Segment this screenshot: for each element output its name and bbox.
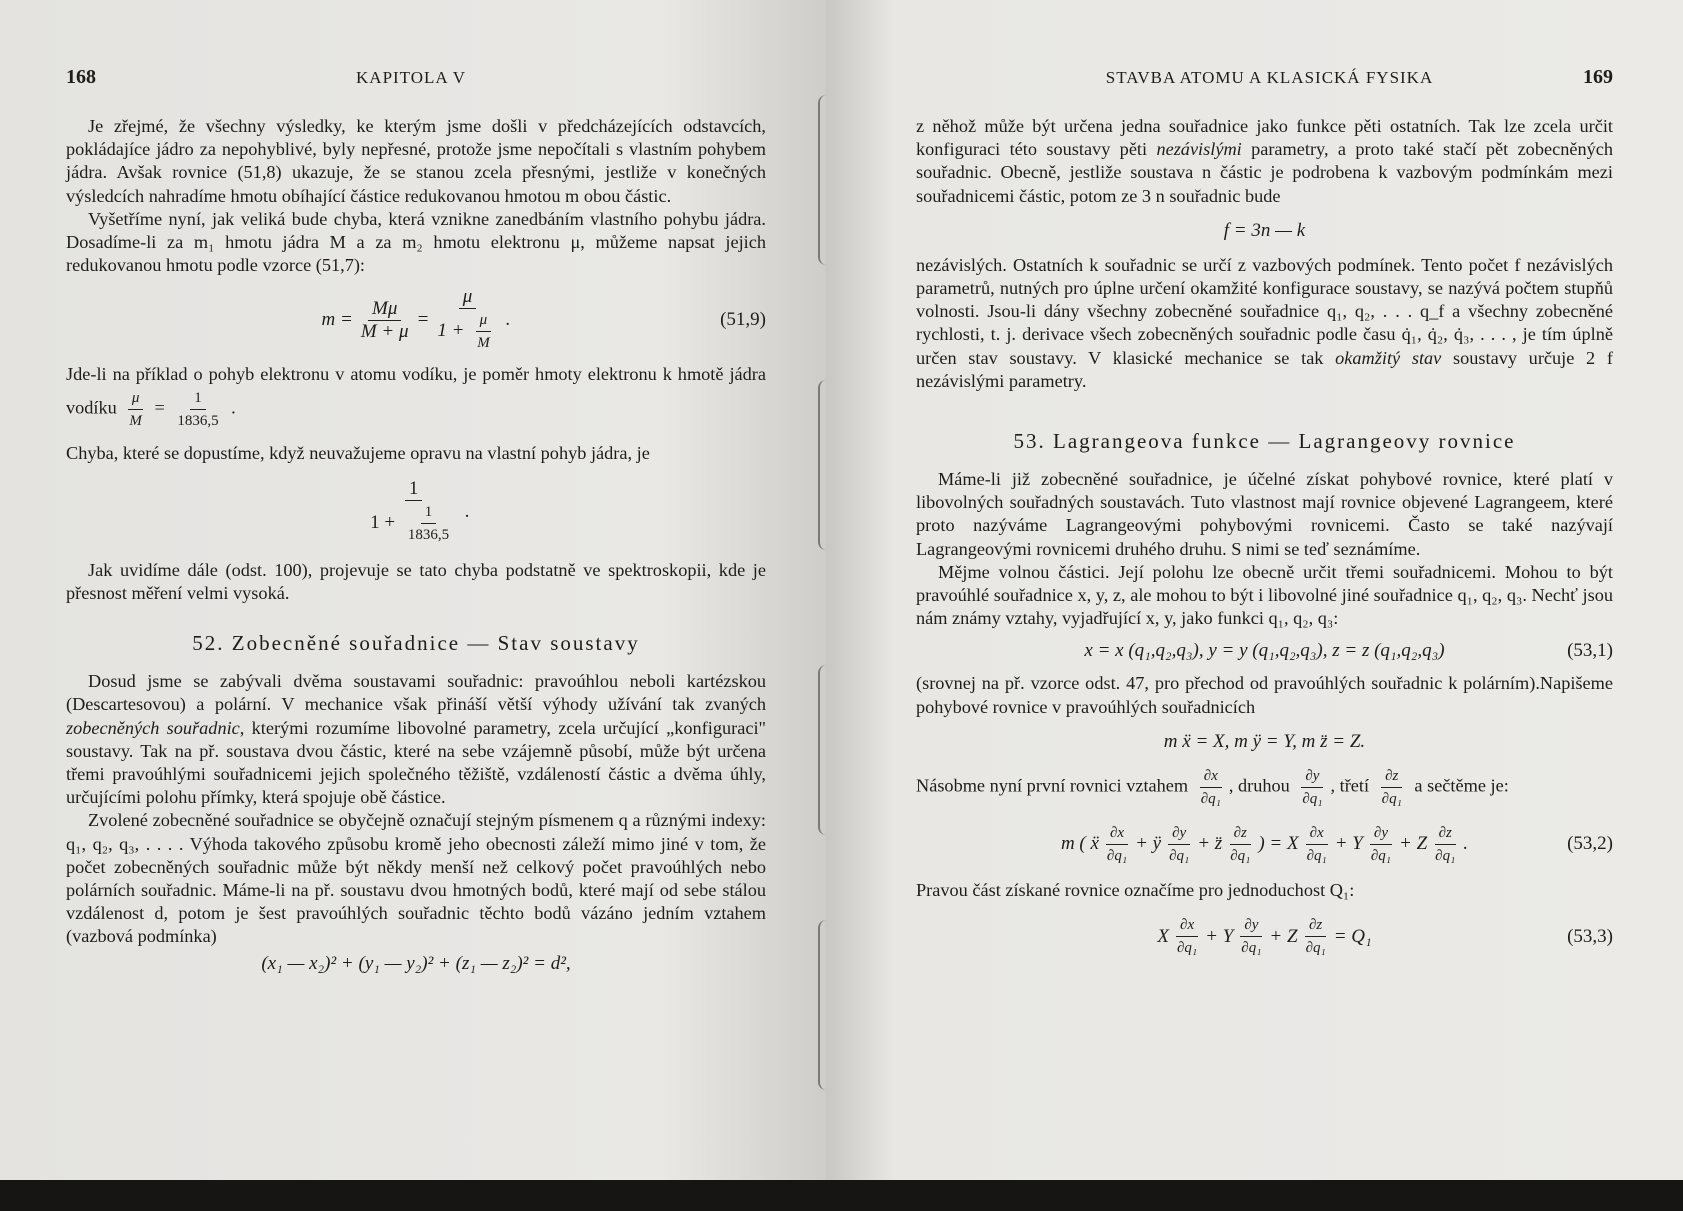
- eq-period: .: [465, 500, 470, 522]
- left-page-number: 168: [66, 66, 96, 88]
- emphasis: nezávislými: [1156, 139, 1242, 160]
- fraction-denominator: 1836,5: [177, 412, 219, 429]
- eq-equals: =: [416, 309, 430, 331]
- bond-equation: (x₁ — x₂)² + (y₁ — y₂)² + (z₁ — z₂)² = d²,: [261, 952, 571, 974]
- left-paragraph-3: [66, 363, 766, 431]
- fraction-numerator: Mμ: [368, 298, 401, 321]
- fraction-numerator: ∂z: [1305, 914, 1326, 937]
- right-chapter-title: STAVBA ATOMU A KLASICKÁ FYSIKA: [1105, 68, 1434, 87]
- fraction-numerator: 1: [405, 478, 423, 501]
- partial-fraction: [1302, 914, 1330, 959]
- fraction-denominator: 1836,5: [407, 526, 450, 543]
- fraction-numerator: ∂x: [1106, 822, 1128, 845]
- fraction-numerator: μ: [476, 309, 492, 332]
- partial-fraction: [1237, 914, 1265, 959]
- left-paragraph-6: [66, 670, 766, 809]
- fraction-denominator: ∂q₁: [1381, 790, 1402, 807]
- eq-part: m ( ẍ: [1060, 833, 1099, 855]
- right-paragraph-5: (srovnej na př. vzorce odst. 47, pro přechod od pravoúhlých souřadnic k polárním).Napišeme pohybové rovnice v pravoúhlých souřadnicích: [916, 673, 1613, 717]
- eq-part: + Y: [1334, 833, 1363, 855]
- right-paragraph-1: [916, 115, 1613, 208]
- text-run: , třetí: [1330, 775, 1370, 796]
- fraction-numerator: ∂x: [1176, 914, 1198, 937]
- fraction-numerator: 1: [421, 501, 437, 524]
- eq-part: = Q₁: [1333, 925, 1372, 947]
- error-fraction: [366, 478, 461, 546]
- fraction-denominator: ∂q₁: [1302, 790, 1323, 807]
- text-run: Dosud jsme se zabývali dvěma soustavami souřadnic: pravoúhlou neboli kartézskou (Descartesovou) a polární. V mechanice však přináší větší výhody užívání tak zvaných: [66, 671, 766, 715]
- equation-53-3: [916, 914, 1613, 959]
- eq-period: .: [505, 309, 511, 331]
- fraction-numerator: ∂y: [1370, 822, 1392, 845]
- text-run: Násobme nyní první rovnici vztahem: [916, 775, 1189, 796]
- partial-fraction: [1197, 765, 1225, 810]
- fraction-numerator: ∂y: [1301, 765, 1323, 788]
- eq-lhs: m =: [321, 309, 353, 331]
- fraction-numerator: 1: [190, 387, 206, 410]
- fraction-numerator: μ: [459, 286, 477, 309]
- eq-period: .: [1463, 833, 1469, 855]
- fraction-numerator: ∂y: [1168, 822, 1190, 845]
- left-running-head: [66, 66, 766, 89]
- inner-fraction: [473, 309, 494, 354]
- fraction-denominator: ∂q₁: [1435, 847, 1456, 864]
- text-run: , kterými rozumíme libovolné parametry, zcela určující „konfiguraci" soustavy. Tak na př. soustava dvou částic, které na sebe vzájemně působí, může být určena třemi pravoúhlými souřadnicemi jejich společného těžiště, vzdáleností částic a dvěma úhly, určujícími polohu přímky, která spojuje obě částice.: [66, 717, 766, 808]
- left-paragraph-4: Chyba, které se dopustíme, když neuvažujeme opravu na vlastní pohyb jádra, je: [66, 442, 650, 463]
- newton-equations: m ẍ = X, m ÿ = Y, m z̈ = Z.: [1163, 730, 1366, 752]
- emphasis: zobecněných souřadnic: [66, 717, 240, 738]
- partial-fraction: [1226, 822, 1254, 867]
- equation-53-1: [916, 640, 1613, 662]
- left-paragraph-7: Zvolené zobecněné souřadnice se obyčejně označují stejným písmenem q a různými indexy: q₁, q₂, q₃, . . . . Výhoda takového způsobu kromě jeho obecnosti záleží mimo jiné v tom, že počet zobecněných souřadnic může být někdy menší než celkový počet pravoúhlých nebo polárních souřadnic. Máme-li na př. soustavu dvou hmotných bodů, které mají od sebe stálou vzdálenost d, potom je šest pravoúhlých souřadnic těchto bodů vázáno jedním vztahem (vazbová podmínka): [66, 810, 766, 947]
- left-paragraph-2: Vyšetříme nyní, jak veliká bude chyba, která vznikne zanedbáním vlastního pohybu jádra. Dosadíme-li za m₁ hmotu jádra M a za m₂ hmotu elektronu μ, můžeme napsat jejich redukovanou hmotu podle vzorce (51,7):: [66, 208, 766, 276]
- left-paragraph-5: Jak uvidíme dále (odst. 100), projevuje se tato chyba podstatně ve spektroskopii, kde je přesnost měření velmi vysoká.: [66, 559, 766, 604]
- text-run: z něhož může být určena jedna souřadnice jako funkce pěti ostatních. Tak lze zcela určit konfiguraci této soustavy pěti: [916, 116, 1613, 160]
- text-run: Jde-li na příklad o pohyb elektronu v atomu vodíku, je poměr hmoty elektronu k hmotě jádra vodíku: [66, 364, 766, 418]
- fraction-numerator: ∂y: [1240, 914, 1262, 937]
- ratio-fraction-2: [173, 387, 222, 432]
- scan-bottom-edge: [0, 1180, 1683, 1211]
- fraction-denominator: ∂q₁: [1177, 940, 1198, 957]
- fraction-denominator: ∂q₁: [1370, 847, 1392, 864]
- fraction-denominator: ∂q₁: [1106, 847, 1128, 864]
- inner-fraction: [404, 501, 453, 546]
- right-paragraph-2: [916, 254, 1613, 393]
- right-paragraph-3: Máme-li již zobecněné souřadnice, je účelné získat pohybové rovnice, které platí v libovolných souřadných soustavách. Tuto vlastnost mají rovnice objevené Lagrangeem, které proto nazýváme Lagrangeovými pohybovými rovnicemi. Často se také nazývají Lagrangeovými rovnicemi druhého druhu. S nimi se teď seznámíme.: [916, 469, 1613, 559]
- eq-part: + Z: [1399, 833, 1428, 855]
- error-equation: [66, 473, 766, 551]
- section-53-heading: 53. Lagrangeova funkce — Lagrangeovy rovnice: [1013, 429, 1516, 454]
- binding-stitch: [818, 920, 834, 1090]
- text-run: parametry, a proto také stačí pět zobecněných souřadnic. Obecně, jestliže soustava n částic je podrobena k vazbovým podmínkám mezi souřadnicemi částic, potom ze 3 n souřadnic bude: [916, 139, 1613, 206]
- equation-number: (53,1): [1567, 640, 1613, 662]
- partial-fraction: [1303, 822, 1331, 867]
- fraction: [357, 298, 413, 343]
- fraction-numerator: ∂z: [1381, 765, 1402, 788]
- partial-fraction: [1431, 822, 1459, 867]
- fraction-denominator: M: [129, 412, 142, 429]
- fraction-numerator: ∂z: [1435, 822, 1456, 845]
- ratio-fraction: [125, 387, 146, 432]
- equation-53-2: [916, 822, 1613, 867]
- fraction-denominator: ∂q₁: [1169, 847, 1190, 864]
- eq-equals: =: [154, 397, 165, 418]
- eq-part: ) = X: [1258, 833, 1299, 855]
- right-paragraph-7: Pravou část získané rovnice označíme pro jednoduchost Q₁:: [916, 879, 1355, 900]
- right-page-number: 169: [1583, 66, 1613, 88]
- equation-number: (51,9): [720, 309, 766, 331]
- partial-fraction: [1378, 765, 1406, 810]
- fraction-denominator: ∂q₁: [1200, 790, 1221, 807]
- eq-part: + z̈: [1197, 833, 1223, 855]
- partial-fraction: [1367, 822, 1395, 867]
- text-run: , druhou: [1228, 775, 1290, 796]
- eq-part: + ÿ: [1135, 833, 1162, 855]
- eq-body: x = x (q₁,q₂,q₃), y = y (q₁,q₂,q₃), z = z (q₁,q₂,q₃): [1084, 640, 1445, 662]
- fraction-denominator: ∂q₁: [1230, 847, 1251, 864]
- fraction-numerator: μ: [128, 387, 144, 410]
- left-chapter-title: KAPITOLA V: [356, 68, 466, 87]
- binding-stitch: [818, 95, 834, 265]
- right-running-head: [916, 66, 1613, 89]
- fraction-denominator: ∂q₁: [1241, 940, 1262, 957]
- partial-fraction: [1165, 822, 1193, 867]
- equation-number: (53,3): [1567, 925, 1613, 947]
- eq-part: + Z: [1269, 925, 1298, 947]
- fraction-denominator: M: [477, 335, 490, 352]
- fraction-numerator: ∂x: [1200, 765, 1222, 788]
- fraction: [433, 286, 501, 354]
- emphasis: okamžitý stav: [1335, 347, 1442, 368]
- eq-part: X: [1157, 925, 1169, 947]
- binding-stitch: [818, 380, 834, 550]
- eq-period: .: [231, 397, 236, 418]
- binding-stitch: [818, 665, 834, 835]
- right-paragraph-4: Mějme volnou částici. Její polohu lze obecně určit třemi souřadnicemi. Mohou to být pravoúhlé souřadnice x, y, z, ale mohou to být i libovolné jiné souřadnice q₁, q₂, q₃. Nechť jsou nám známy vztahy, vyjadřující x, y, jako funkci q₁, q₂, q₃:: [916, 561, 1613, 629]
- fraction-denominator: ∂q₁: [1305, 940, 1326, 957]
- equation-f: f = 3n — k: [1223, 219, 1306, 241]
- text-run: a sečtěme je:: [1414, 775, 1509, 796]
- text-run: nezávislých. Ostatních k souřadnic se určí z vazbových podmínek. Tento počet f nezávislých parametrů, nutných pro úplne určení okamžité konfigurace soustavy, se nazývá počtem stupňů volnosti. Jsou-li dány všechny zobecněné souřadnice q₁, q₂, . . . q_f a všechny zobecněné rychlosti, t. j. derivace všech zobecněných souřadnic podle času q̇₁, q̇₂, q̇₃, . . . , je tím úplně určen stav soustavy. V klasické mechanice se tak: [916, 254, 1613, 368]
- fraction-denominator: [433, 309, 501, 354]
- fraction-numerator: ∂z: [1230, 822, 1251, 845]
- partial-fraction: [1298, 765, 1326, 810]
- fraction-denominator: M + μ: [360, 320, 409, 342]
- eq-part: + Y: [1205, 925, 1234, 947]
- fraction-numerator: ∂x: [1306, 822, 1328, 845]
- section-52-heading: 52. Zobecněné souřadnice — Stav soustavy: [192, 631, 640, 656]
- partial-fraction: [1173, 914, 1201, 959]
- left-paragraph-1: Je zřejmé, že všechny výsledky, ke kterým jsme došli v předcházejících odstavcích, pokládajíce jádro za nepohyblivé, byly nepřesné, protože jsme nepočítali s vlastním pohybem jádra. Avšak rovnice (51,8) ukazuje, že se stanou zcela přesnými, jestliže v konečných výsledcích nahradíme hmotu obíhající částice redukovanou hmotou m obou částic.: [66, 116, 766, 206]
- fraction-denominator: [366, 501, 461, 546]
- equation-number: (53,2): [1567, 833, 1613, 855]
- left-page: [0, 0, 826, 1180]
- right-page: [826, 0, 1683, 1180]
- text-run: soustavy určuje 2 f nezávislými parametry.: [916, 347, 1613, 391]
- partial-fraction: [1103, 822, 1131, 867]
- fraction-denominator: ∂q₁: [1306, 847, 1327, 864]
- denominator-prefix: 1 +: [370, 511, 396, 533]
- denominator-prefix: 1 +: [437, 320, 465, 342]
- right-paragraph-6: [916, 765, 1613, 810]
- equation-51-9: [66, 285, 766, 355]
